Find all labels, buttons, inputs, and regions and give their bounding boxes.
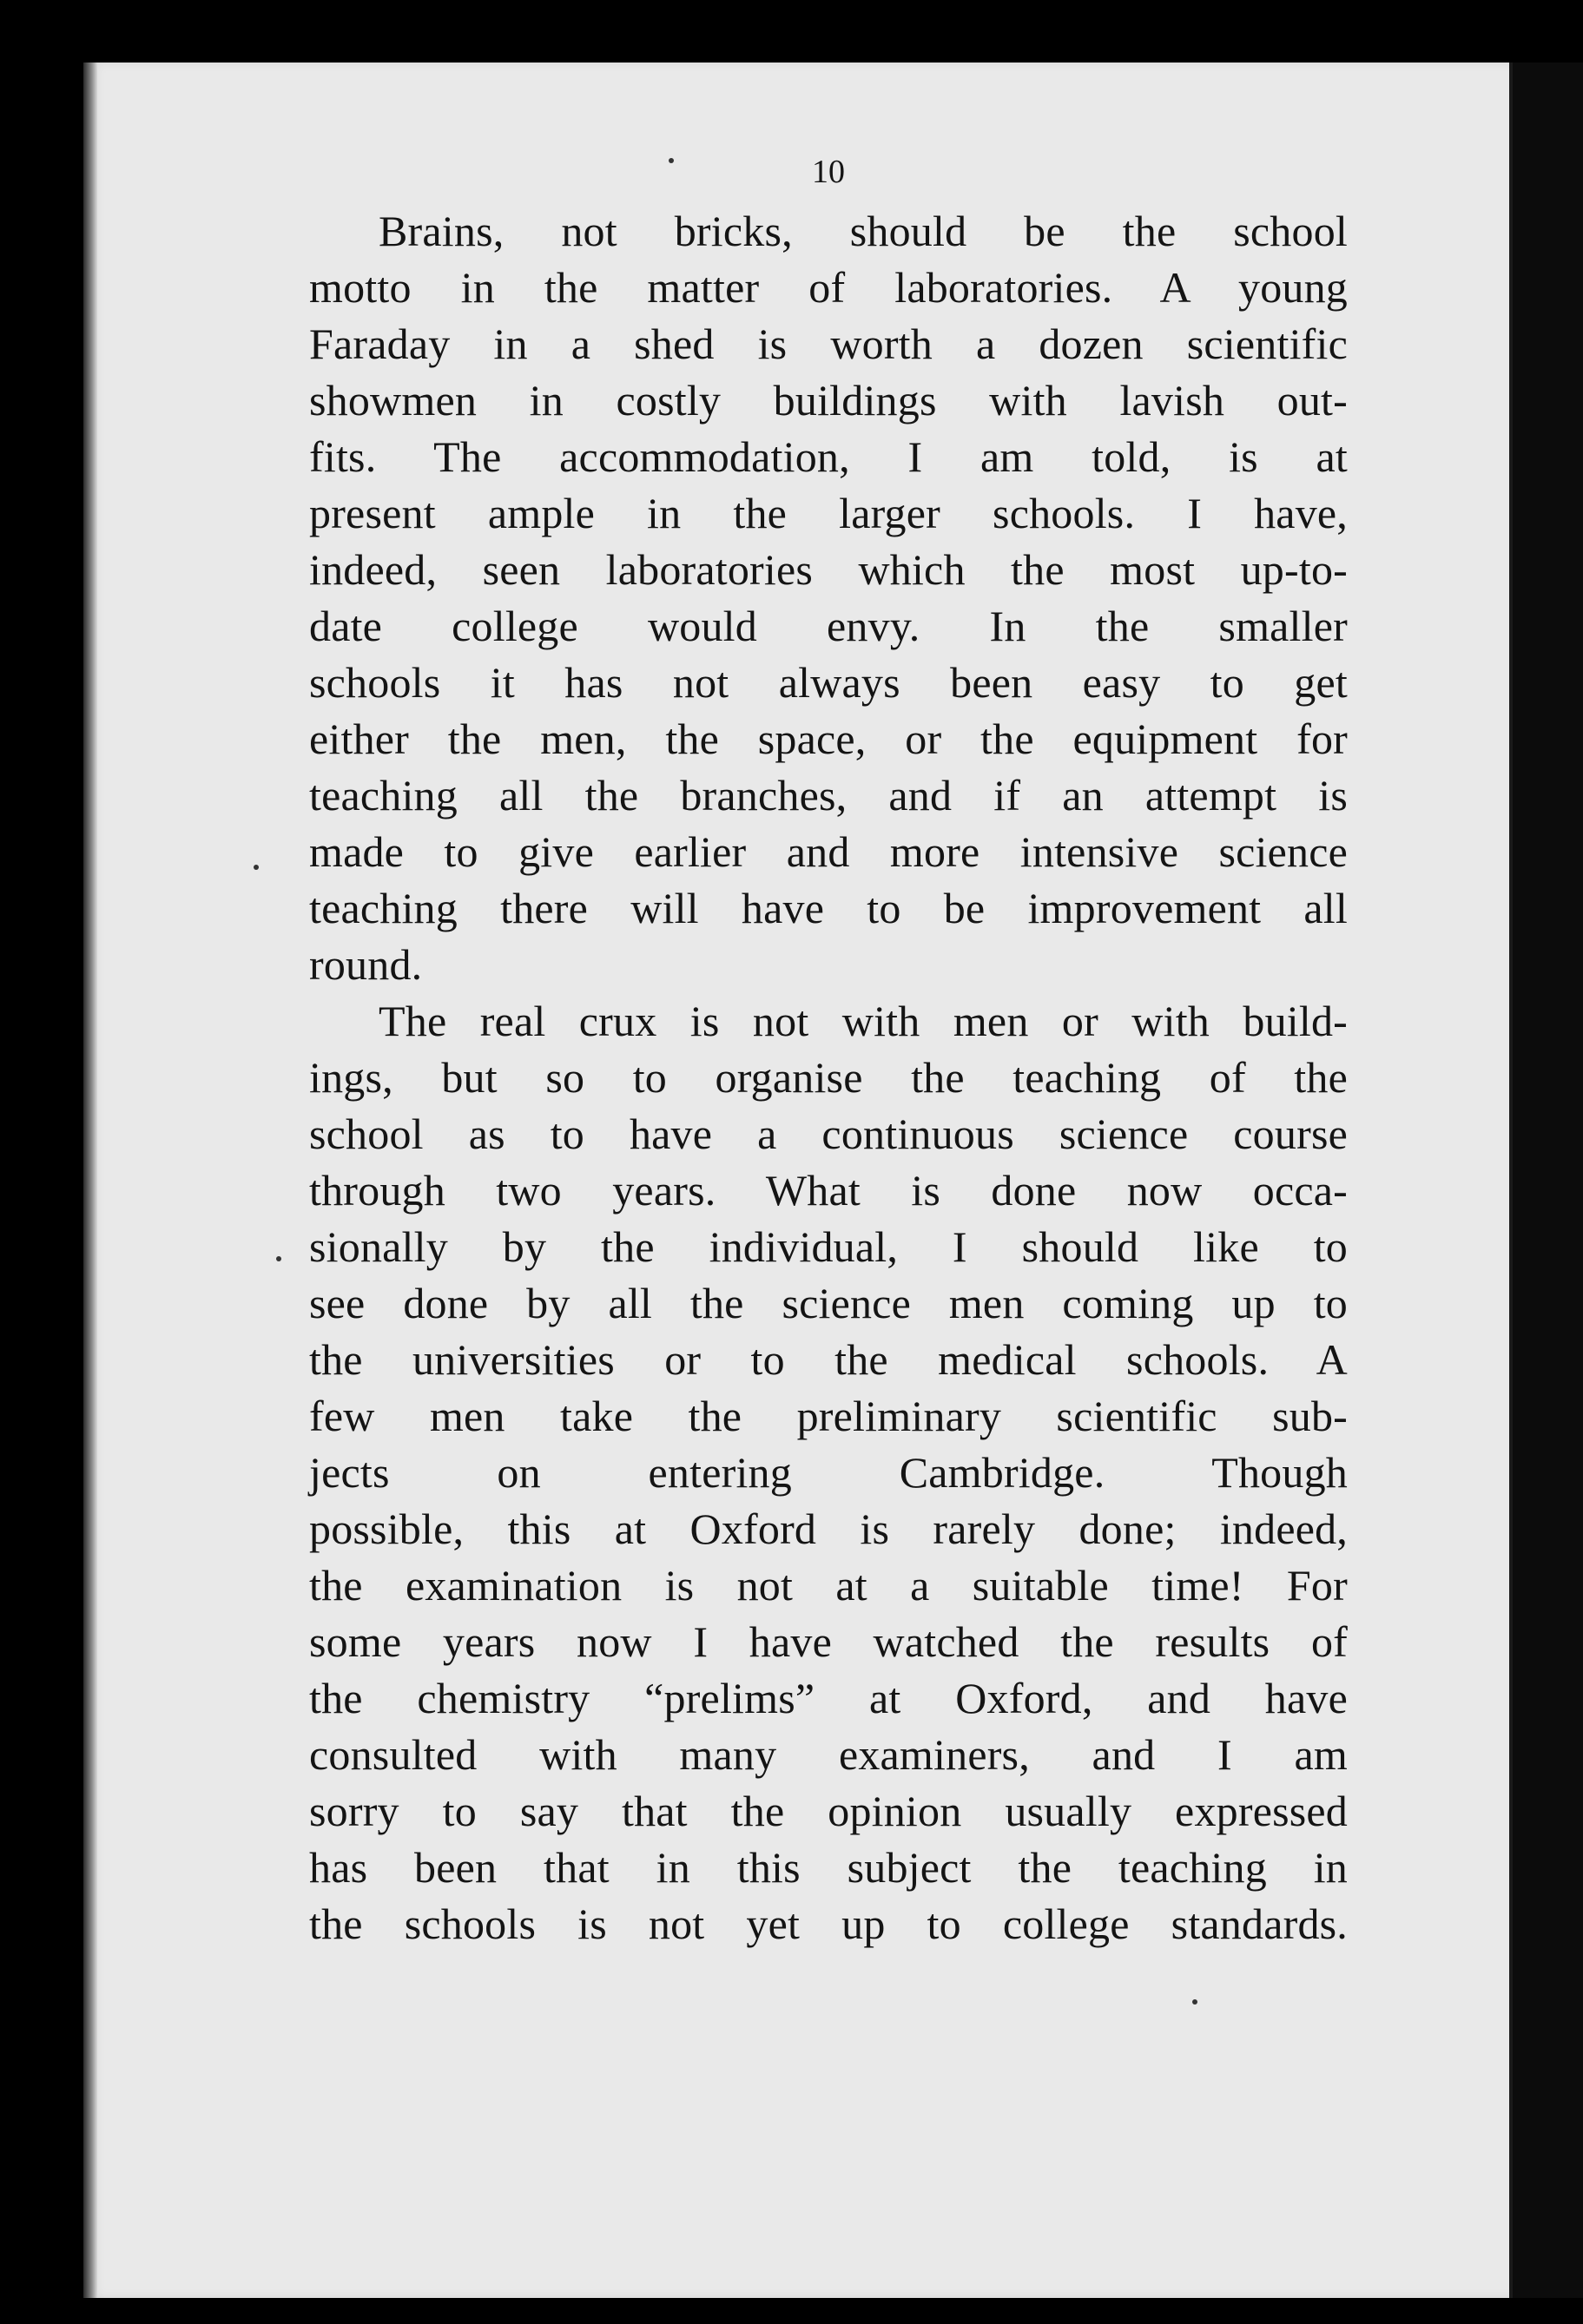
text-line: sorry to say that the opinion usually expressed: [309, 1787, 1348, 1835]
scan-right-strip: [1513, 63, 1583, 2298]
binding-shadow: [83, 63, 97, 2298]
text-line: Brains, not bricks, should be the school: [379, 207, 1348, 255]
text-line: see done by all the science men coming up to: [309, 1279, 1348, 1327]
text-line: the schools is not yet up to college standards.: [309, 1899, 1348, 1948]
text-line: teaching there will have to be improvement all: [309, 884, 1348, 932]
text-line: few men take the preliminary scientific sub-: [309, 1392, 1348, 1440]
text-line: the examination is not at a suitable time! For: [309, 1561, 1348, 1610]
text-line: motto in the matter of laboratories. A young: [309, 263, 1348, 312]
text-line: through two years. What is done now occa-: [309, 1166, 1348, 1215]
text-line: jects on entering Cambridge. Though: [309, 1448, 1348, 1497]
text-line: showmen in costly buildings with lavish out-: [309, 376, 1348, 425]
text-line: the universities or to the medical schools. A: [309, 1335, 1348, 1384]
text-line: fits. The accommodation, I am told, is at: [309, 432, 1348, 481]
text-line: made to give earlier and more intensive science: [309, 827, 1348, 876]
text-line: The real crux is not with men or with build-: [379, 997, 1348, 1045]
text-line: Faraday in a shed is worth a dozen scientific: [309, 319, 1348, 368]
text-line: schools it has not always been easy to get: [309, 658, 1348, 707]
text-line: present ample in the larger schools. I have,: [309, 489, 1348, 537]
text-line: sionally by the individual, I should like to: [309, 1222, 1348, 1271]
scan-speck: [254, 865, 259, 870]
scan-speck: [276, 1256, 281, 1261]
page-text-block: [309, 148, 1348, 1952]
text-line: either the men, the space, or the equipment for: [309, 714, 1348, 763]
text-line: date college would envy. In the smaller: [309, 602, 1348, 650]
text-line: teaching all the branches, and if an attempt is: [309, 771, 1348, 820]
text-line: has been that in this subject the teaching in: [309, 1843, 1348, 1892]
text-line: the chemistry “prelims” at Oxford, and have: [309, 1674, 1348, 1722]
text-line: ings, but so to organise the teaching of the: [309, 1053, 1348, 1102]
text-line: possible, this at Oxford is rarely done; indeed,: [309, 1504, 1348, 1553]
scan-speck: [1192, 1999, 1197, 2005]
text-line: some years now I have watched the results of: [309, 1617, 1348, 1666]
text-line: consulted with many examiners, and I am: [309, 1730, 1348, 1779]
text-line: round.: [309, 940, 423, 989]
paragraph-1: [309, 203, 1348, 993]
page-number: 10: [812, 154, 845, 190]
text-line: indeed, seen laboratories which the most up-to-: [309, 545, 1348, 594]
text-line: school as to have a continuous science course: [309, 1109, 1348, 1158]
paragraph-2: [309, 993, 1348, 1952]
